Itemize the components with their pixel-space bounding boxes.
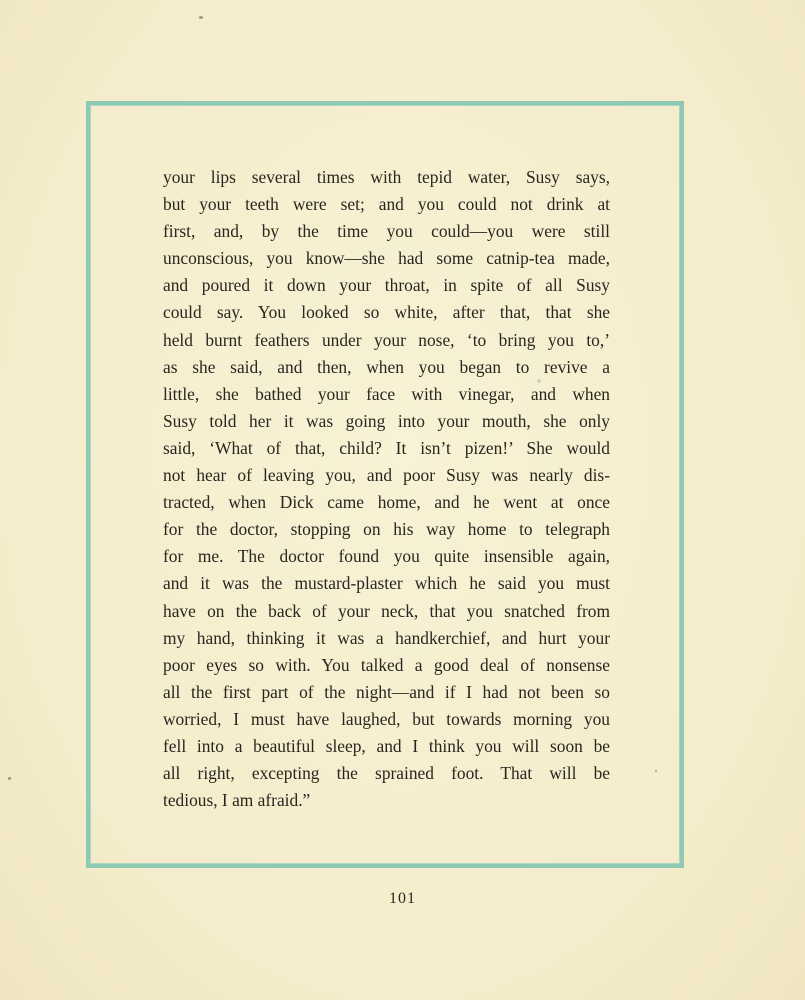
- text-line: have on the back of your neck, that you snatched from: [163, 600, 610, 621]
- paper-speck: [537, 379, 541, 383]
- text-line: for the doctor, stopping on his way home to telegraph: [163, 519, 610, 540]
- text-line: worried, I must have laughed, but towards morning you: [163, 708, 610, 729]
- text-line: my hand, thinking it was a handkerchief, and hurt your: [163, 627, 610, 648]
- text-line: little, she bathed your face with vinegar, and when: [163, 383, 610, 404]
- paper-speck: [655, 770, 657, 772]
- paper-speck: [199, 16, 203, 19]
- text-line: held burnt feathers under your nose, ‘to bring you to,’: [163, 329, 610, 350]
- text-line: but your teeth were set; and you could not drink at: [163, 194, 610, 215]
- text-line: not hear of leaving you, and poor Susy was nearly dis-: [163, 465, 610, 486]
- text-line: Susy told her it was going into your mouth, she only: [163, 410, 610, 431]
- paper-speck: [8, 777, 11, 780]
- text-line: all the first part of the night—and if I had not been so: [163, 681, 610, 702]
- text-line: all right, excepting the sprained foot. That will be: [163, 763, 610, 784]
- text-line: could say. You looked so white, after that, that she: [163, 302, 610, 323]
- body-text: [163, 164, 610, 814]
- text-line: your lips several times with tepid water, Susy says,: [163, 167, 610, 187]
- text-line: first, and, by the time you could—you were still: [163, 221, 610, 242]
- text-line: for me. The doctor found you quite insensible again,: [163, 546, 610, 567]
- text-line: unconscious, you know—she had some catnip-tea made,: [163, 248, 610, 269]
- text-line: and it was the mustard-plaster which he said you must: [163, 573, 610, 594]
- text-line: tracted, when Dick came home, and he went at once: [163, 492, 610, 513]
- page-number: 101: [389, 890, 416, 907]
- text-line: fell into a beautiful sleep, and I think you will soon be: [163, 735, 610, 756]
- text-line: and poured it down your throat, in spite of all Susy: [163, 275, 610, 296]
- text-line: as she said, and then, when you began to revive a: [163, 356, 610, 377]
- text-line: said, ‘What of that, child? It isn’t pizen!’ She would: [163, 437, 610, 458]
- text-line: tedious, I am afraid.”: [163, 790, 311, 811]
- text-line: poor eyes so with. You talked a good deal of nonsense: [163, 654, 610, 675]
